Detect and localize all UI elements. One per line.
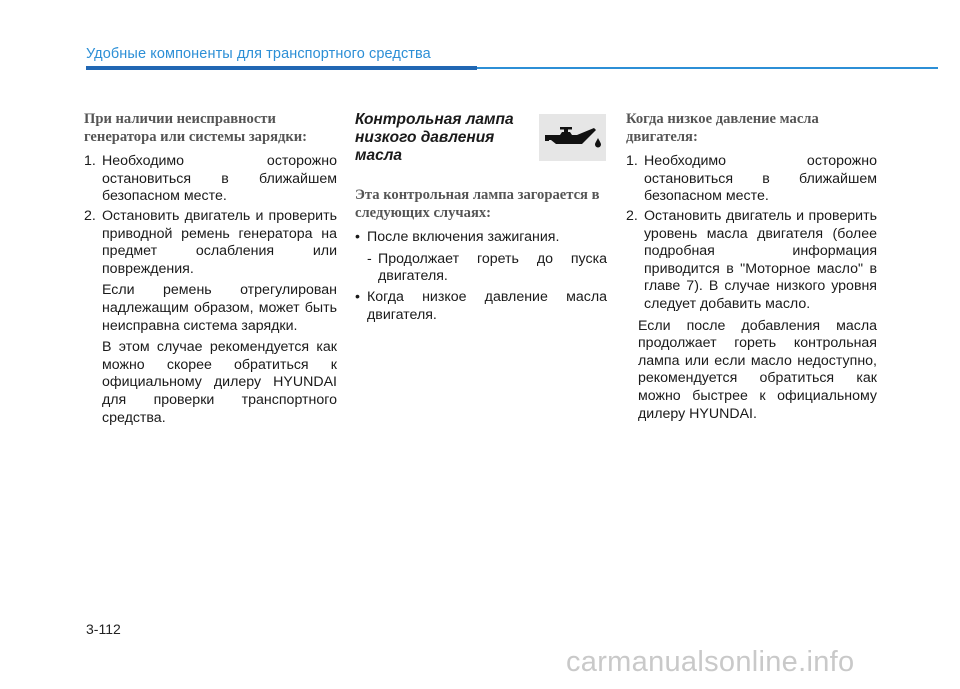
item-text: Необходимо осторожно остановиться в ближайшем безопасном месте.	[644, 153, 877, 205]
bullet: •	[355, 288, 360, 305]
sub-list-item	[355, 251, 607, 286]
paragraph: Если ремень отрегулирован надлежащим образом, может быть неисправна система зарядки.	[102, 282, 337, 334]
warning-lamp-title: Контрольная лампа низкого давления масла	[355, 111, 514, 164]
oil-can-icon	[539, 114, 606, 161]
item-number: 2.	[626, 207, 638, 224]
section-title: Удобные компоненты для транспортного средства	[86, 46, 431, 62]
header-rule-thin	[477, 67, 938, 69]
item-number: 1.	[84, 153, 96, 170]
list-item	[626, 208, 877, 314]
page-number: 3-112	[86, 621, 121, 637]
item-text: После включения зажигания.	[367, 229, 560, 246]
charging-heading: При наличии неисправности генератора или системы зарядки:	[84, 111, 308, 145]
item-text: Остановить двигатель и проверить приводной ремень генератора на предмет ослабления или повреждения.	[102, 207, 337, 277]
list-item	[355, 289, 607, 324]
dash: -	[367, 250, 372, 267]
item-text: Продолжает гореть до пуска двигателя.	[378, 250, 607, 285]
item-text: Остановить двигатель и проверить уровень масла двигателя (более подробная информация приводится в "Моторное масло" в главе 7). В случае низкого уровня следует добавить масло.	[644, 207, 877, 312]
list-item	[84, 208, 337, 278]
item-text: Когда низкое давление масла двигателя.	[367, 288, 607, 323]
header-rule-thick	[86, 66, 477, 70]
list-item	[626, 153, 877, 206]
item-number: 1.	[626, 153, 638, 170]
oil-can-icon-graphic	[539, 114, 606, 161]
column-charging-system	[84, 111, 337, 429]
item-number: 2.	[84, 207, 96, 224]
bullet: •	[355, 229, 360, 246]
paragraph: В этом случае рекомендуется как можно скорее обратиться к официальному дилеру HYUNDAI для проверки транспортного средства.	[102, 339, 337, 426]
list-item	[355, 229, 607, 247]
paragraph: Если после добавления масла продолжает гореть контрольная лампа или если масло недоступно, рекомендуется обратиться как можно быстрее к официальному дилеру HYUNDAI.	[638, 317, 877, 422]
column-low-oil-pressure	[626, 111, 877, 425]
low-oil-heading: Когда низкое давление масла двигателя:	[626, 111, 819, 145]
item-text: Необходимо осторожно остановиться в ближайшем безопасном месте.	[102, 153, 337, 205]
lamp-conditions-heading: Эта контрольная лампа загорается в следующих случаях:	[355, 187, 600, 221]
watermark: carmanualsonline.info	[566, 646, 855, 678]
list-item	[84, 153, 337, 206]
